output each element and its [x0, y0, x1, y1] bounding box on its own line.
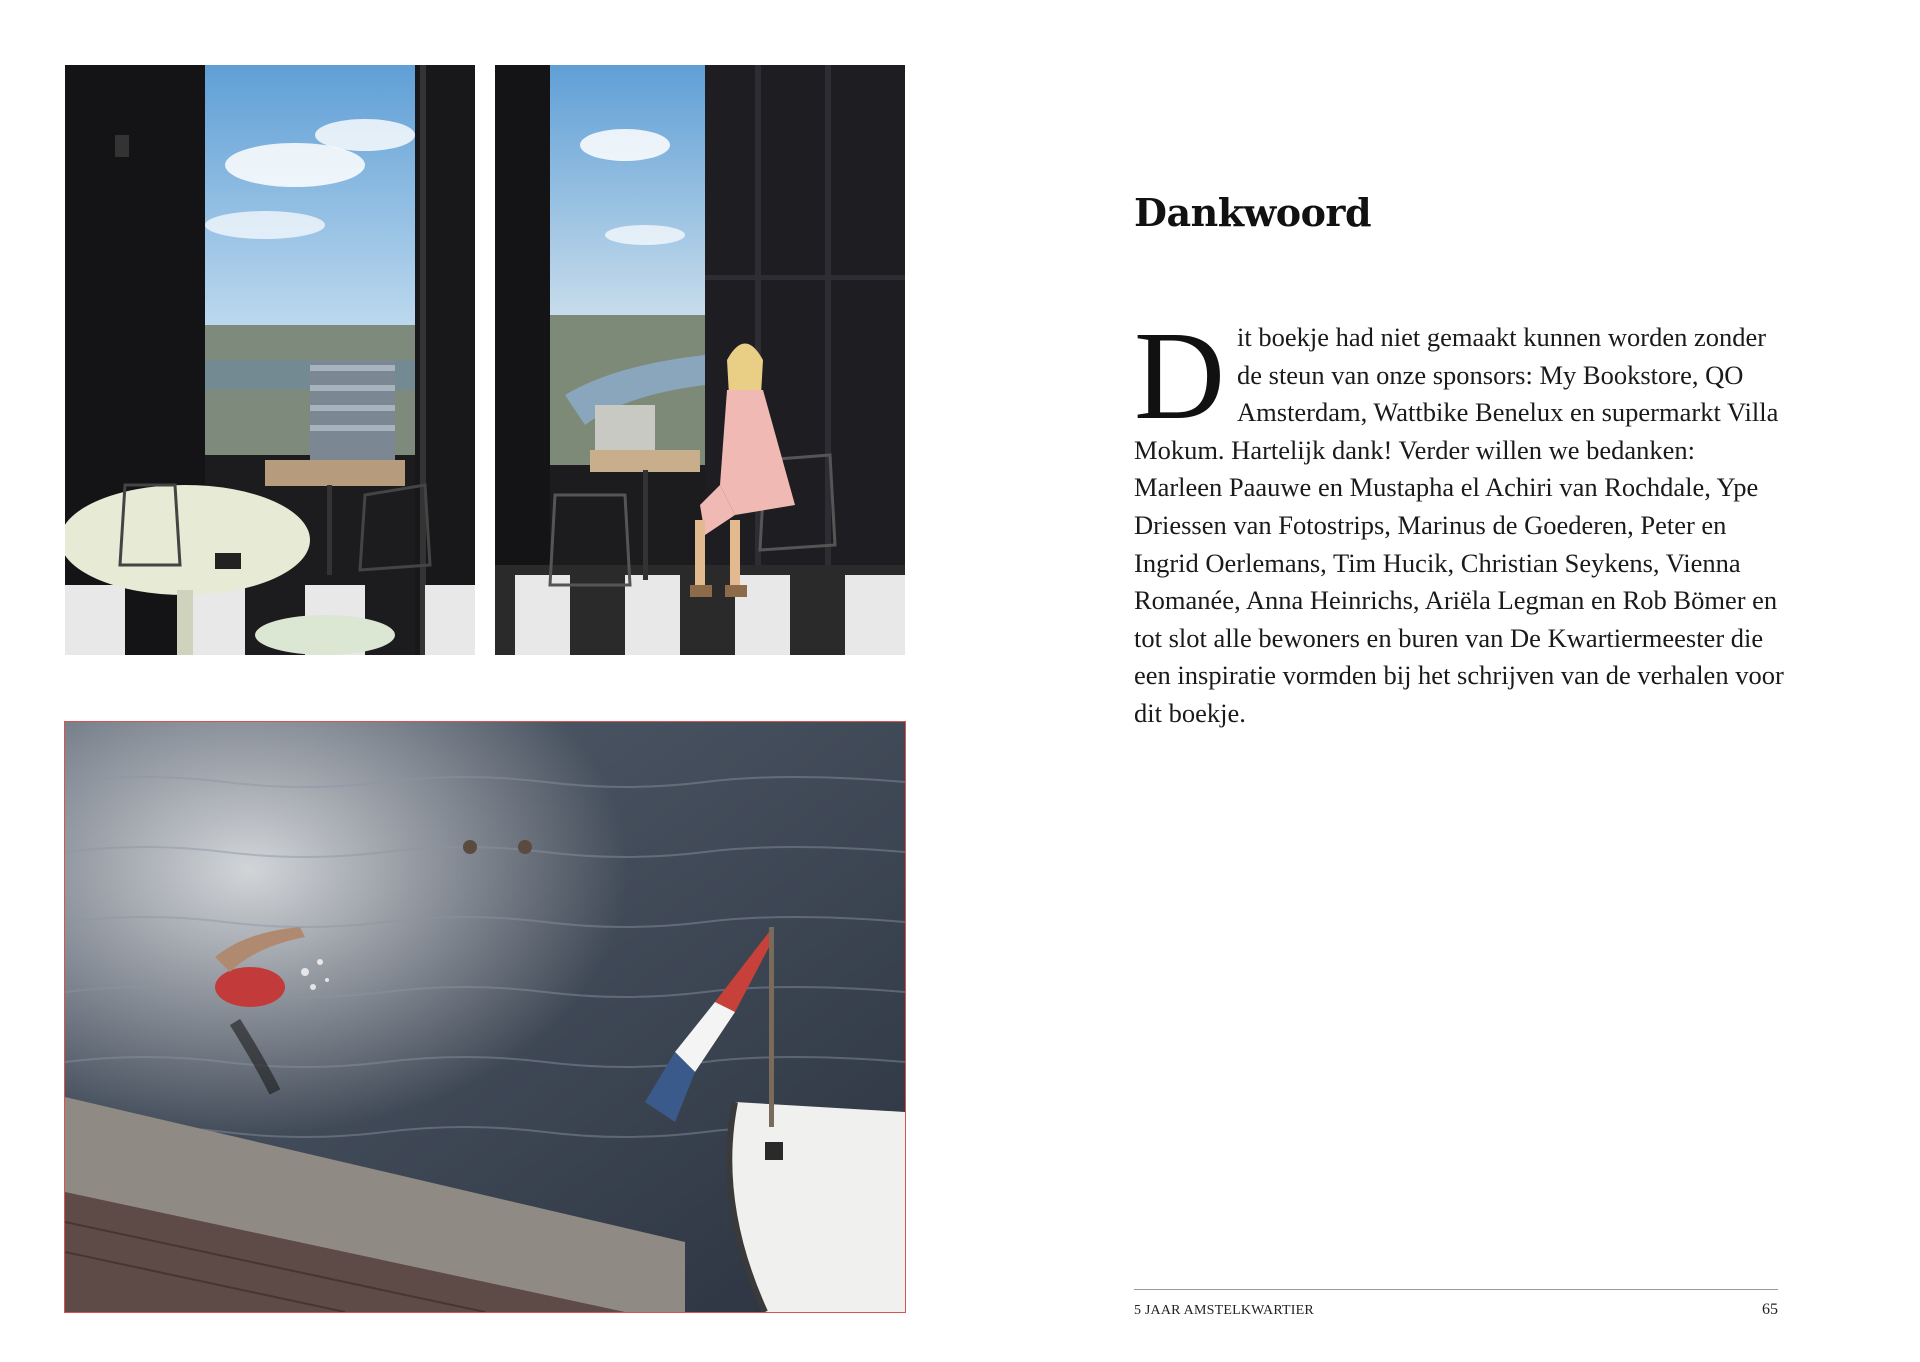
- article-body-text: it boekje had niet gemaakt kunnen worden zonder de steun van onze sponsors: My Bookstore, QO Amsterdam, Wattbike Benelux en supermarkt Villa Mokum. Hartelijk dank! Verder willen we bedanken: Marleen Paauwe en Mustapha el Achiri van Rochdale, Ype Driessen van Fotostrips, Marinus de Goederen, Peter en Ingrid Oerlemans, Tim Hucik, Christian Seykens, Vienna Romanée, Anna Heinrichs, Ariëla Legman en Rob Bömer en tot slot alle bewoners en buren van De Kwartiermeester die een inspiratie vormden bij het schrijven van de verhalen voor dit boekje.: [1134, 322, 1784, 728]
- page-number: 65: [1762, 1301, 1778, 1318]
- photo-terrace-view-right: [495, 65, 905, 655]
- article-body: [1134, 307, 1788, 733]
- drop-cap: D: [1134, 307, 1225, 446]
- footer-publication-title: 5 JAAR AMSTELKWARTIER: [1134, 1303, 1314, 1318]
- photo-canal-swimming: [65, 722, 905, 1312]
- photo-terrace-view-left: [65, 65, 475, 655]
- page-title: Dankwoord: [1134, 190, 1372, 235]
- footer-divider: [1134, 1289, 1778, 1290]
